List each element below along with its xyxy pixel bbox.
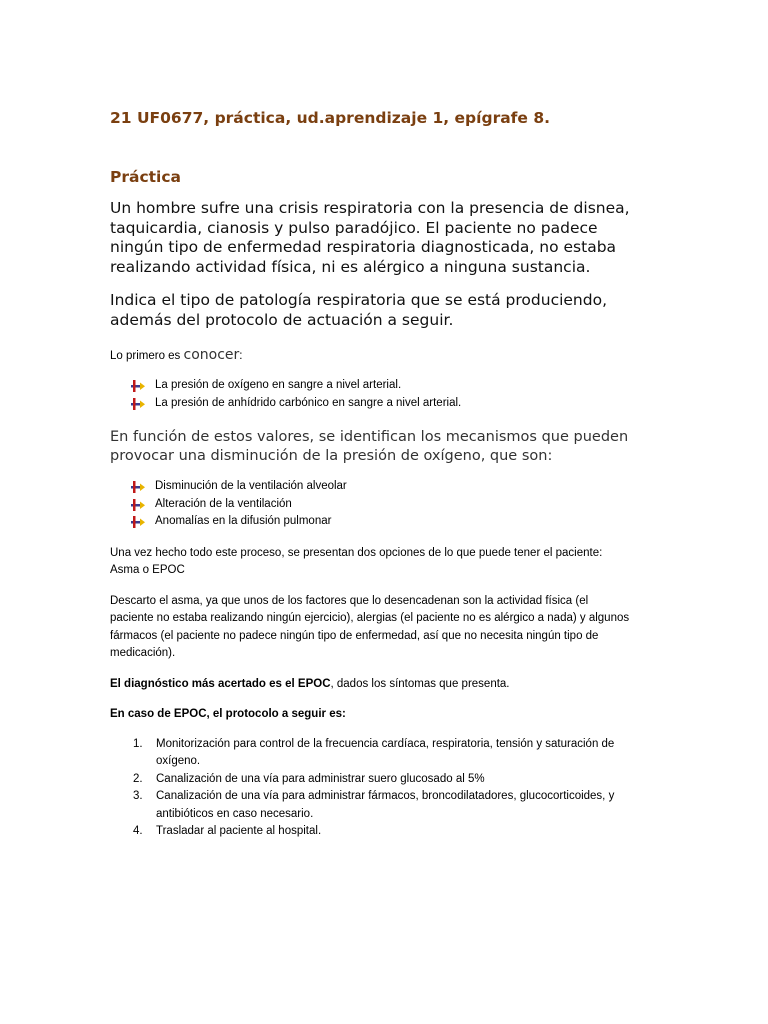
values-paragraph: En función de estos valores, se identifican los mecanismos que pueden provocar una disminución de la presión de oxígeno, que son: <box>110 429 629 464</box>
list-item <box>110 736 630 771</box>
list-item <box>110 788 630 823</box>
arrow-bullet-icon <box>131 499 145 511</box>
list-item <box>110 395 630 413</box>
list-item <box>110 513 630 531</box>
lead-suffix: : <box>239 350 243 362</box>
step-text: Canalización de una vía para administrar fármacos, broncodilatadores, glucocorticoides, y antibióticos en caso necesario. <box>156 790 615 820</box>
diagnosis-paragraph <box>110 676 630 694</box>
first-bullet-list <box>110 377 630 412</box>
step-text: Monitorización para control de la frecuencia cardíaca, respiratoria, tensión y saturación de oxígeno. <box>156 737 615 767</box>
diagnosis-rest: , dados los síntomas que presenta. <box>330 677 510 690</box>
list-item-text: Anomalías en la difusión pulmonar <box>155 515 332 527</box>
list-item-text: La presión de oxígeno en sangre a nivel arterial. <box>155 379 402 391</box>
protocol-steps-list <box>110 736 630 841</box>
list-item <box>110 377 630 395</box>
step-number: 1. <box>133 737 143 750</box>
options-paragraph: Una vez hecho todo este proceso, se presentan dos opciones de lo que puede tener el paciente: Asma o EPOC <box>110 546 603 576</box>
step-text: Canalización de una vía para administrar suero glucosado al 5% <box>156 772 485 785</box>
list-item-text: La presión de anhídrido carbónico en sangre a nivel arterial. <box>155 396 462 409</box>
arrow-bullet-icon <box>131 516 145 528</box>
section-title: Práctica <box>110 168 182 186</box>
step-number: 2. <box>133 772 143 785</box>
case-description: Un hombre sufre una crisis respiratoria con la presencia de disnea, taquicardia, cianosis y pulso paradójico. El paciente no padece ningún tipo de enfermedad respiratoria diagnosticada, no estaba realizando actividad física, ni es alérgico a ninguna sustancia. <box>110 199 630 276</box>
task-statement: Indica el tipo de patología respiratoria que se está produciendo, además del protocolo de actuación a seguir. <box>110 291 608 329</box>
lead-sentence <box>110 346 630 365</box>
step-number: 4. <box>133 825 143 837</box>
document-page <box>110 106 630 841</box>
arrow-bullet-icon <box>131 481 145 493</box>
arrow-bullet-icon <box>131 380 145 392</box>
list-item <box>110 496 630 514</box>
step-number: 3. <box>133 790 143 802</box>
mechanisms-list <box>110 478 630 531</box>
list-item-text: Disminución de la ventilación alveolar <box>155 480 347 492</box>
document-title: 21 UF0677, práctica, ud.aprendizaje 1, epígrafe 8. <box>110 109 550 127</box>
lead-word: conocer <box>183 347 240 363</box>
list-item <box>110 771 630 789</box>
arrow-bullet-icon <box>131 398 145 410</box>
list-item <box>110 478 630 496</box>
diagnosis-bold: El diagnóstico más acertado es el EPOC <box>110 677 331 690</box>
protocol-heading: En caso de EPOC, el protocolo a seguir es: <box>110 708 346 720</box>
list-item-text: Alteración de la ventilación <box>155 497 292 510</box>
list-item <box>110 823 630 841</box>
lead-prefix: Lo primero es <box>110 350 184 362</box>
step-text: Trasladar al paciente al hospital. <box>156 825 322 837</box>
discard-asthma-paragraph: Descarto el asma, ya que unos de los factores que lo desencadenan son la actividad física (el paciente no estaba realizando ningún ejercicio), alergias (el paciente no es alérgico a nada) y algunos fármacos (el paciente no padece ningún tipo de enfermedad, así que no necesita ningún tipo de medicación). <box>110 594 630 659</box>
